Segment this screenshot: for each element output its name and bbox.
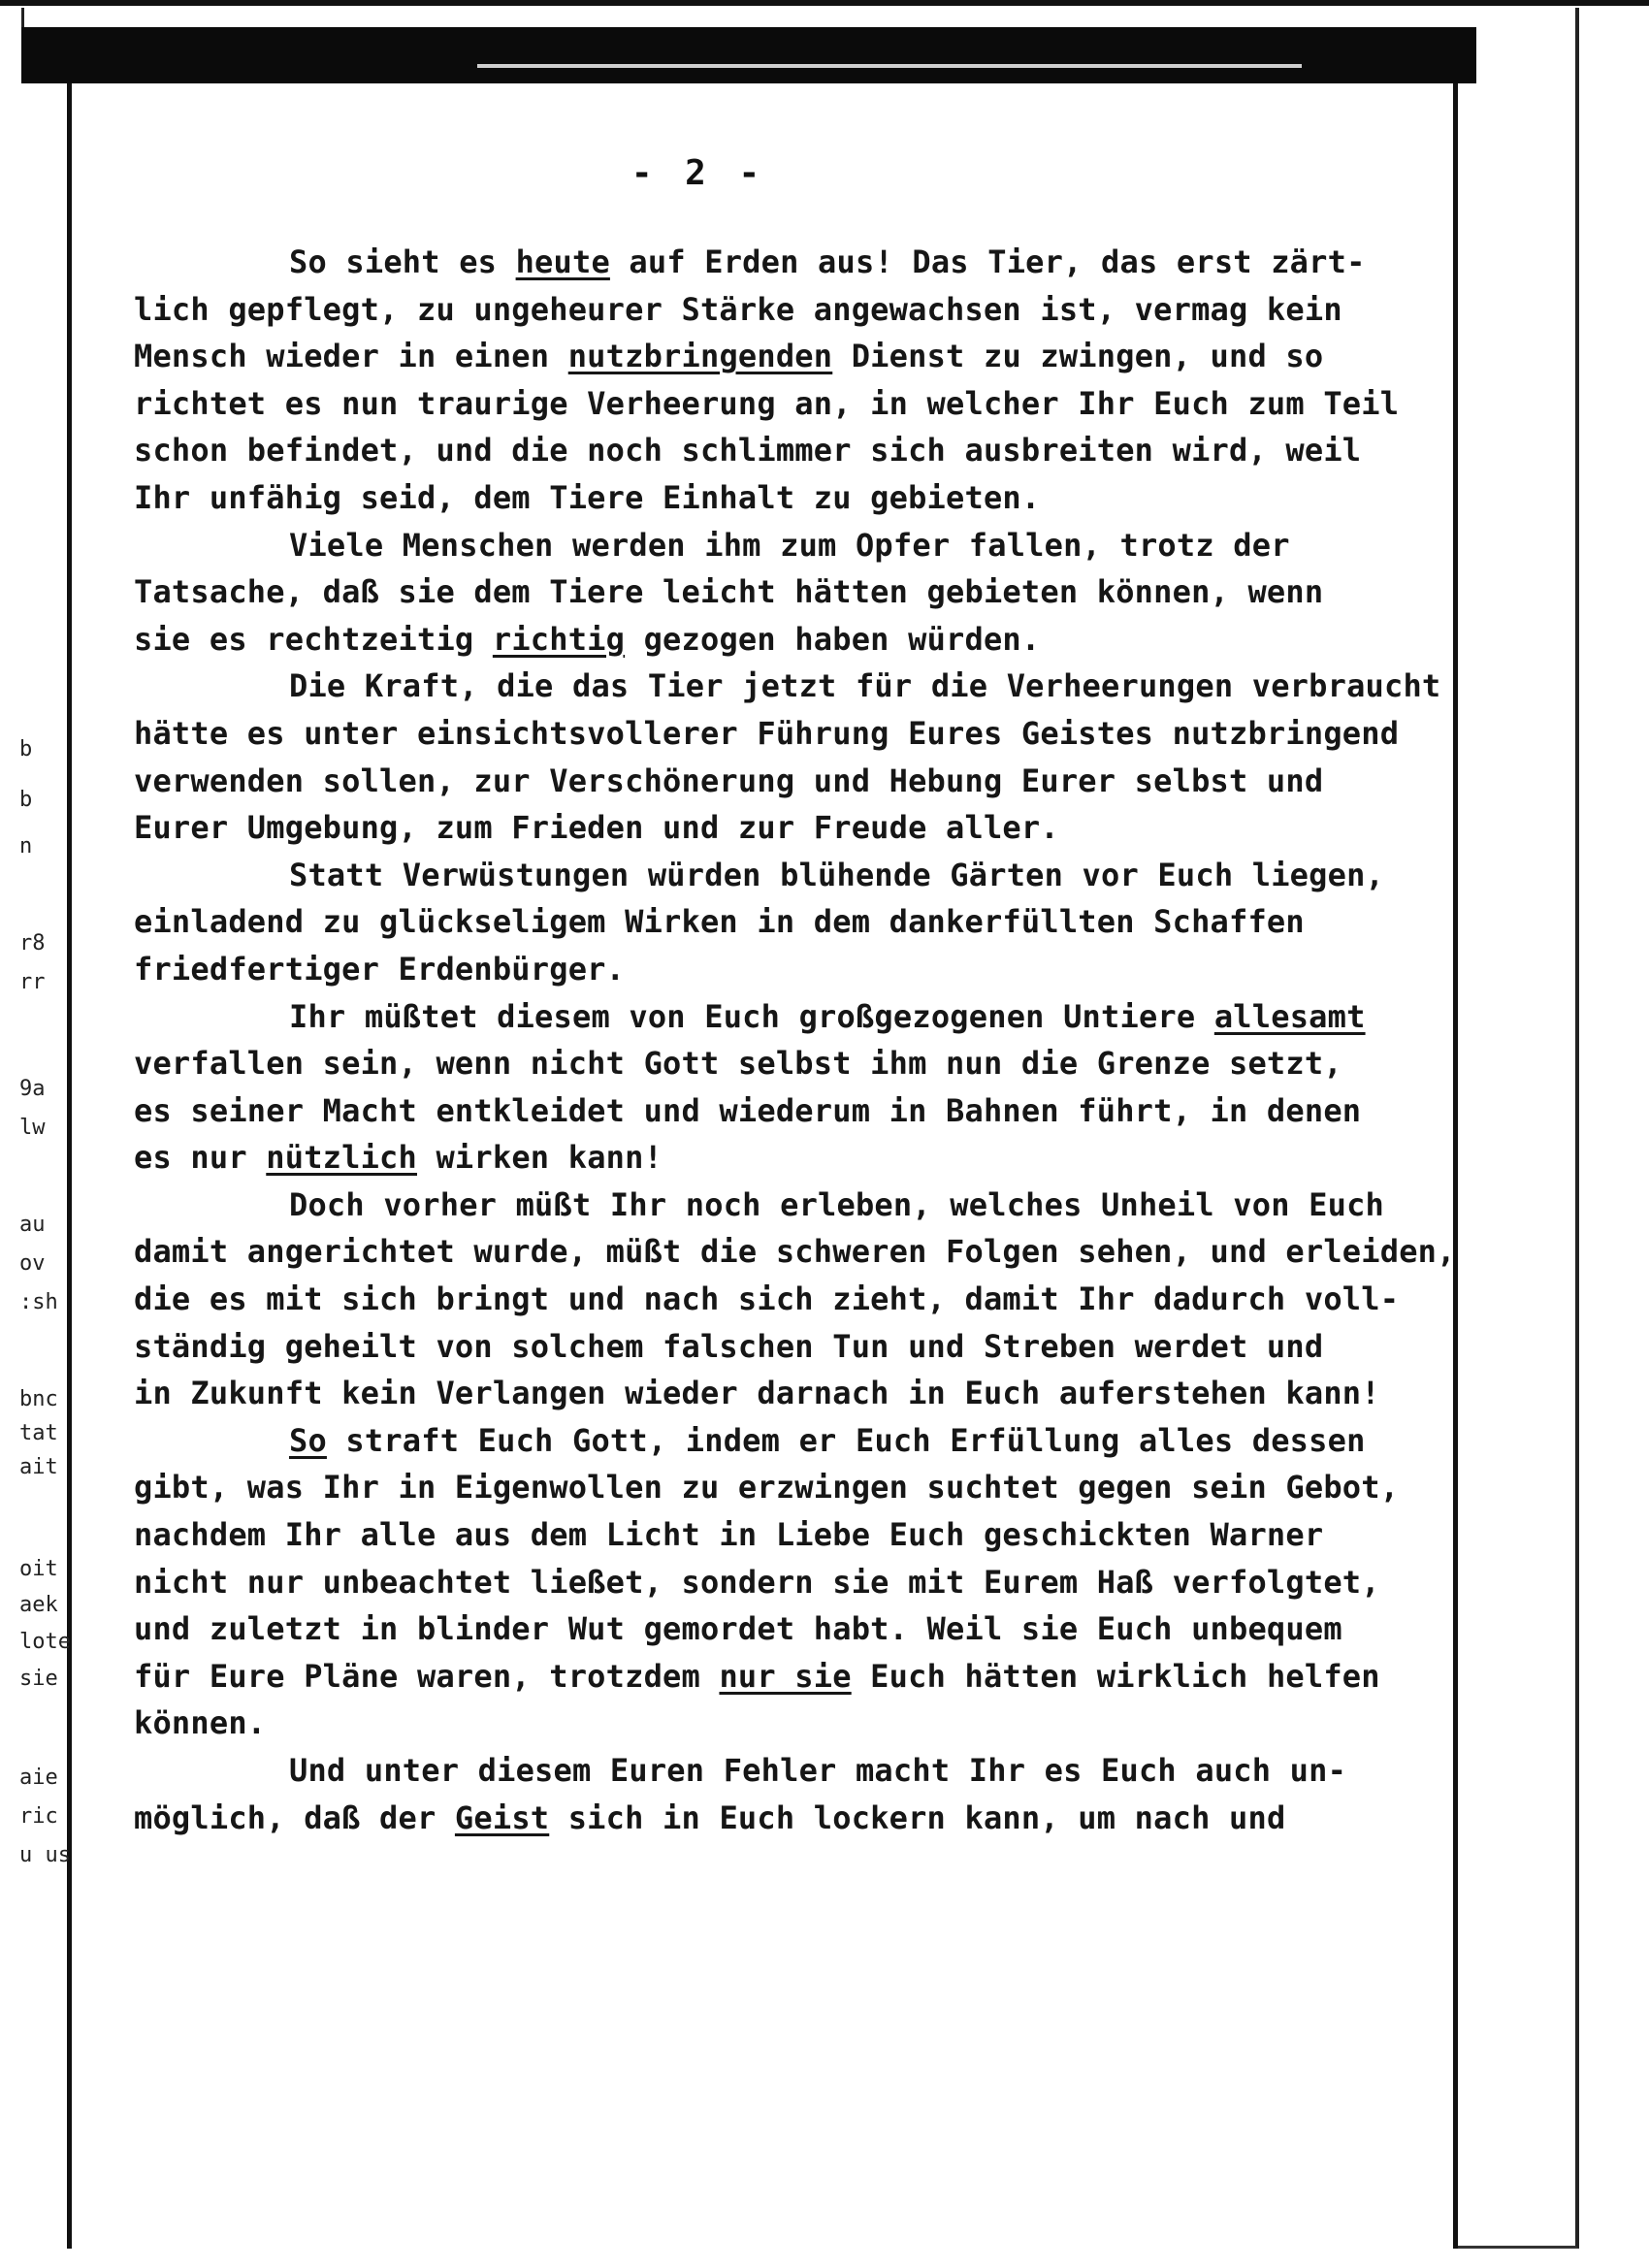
- text-segment: sich in Euch lockern kann, um nach und: [549, 1798, 1286, 1836]
- text-line: [134, 1370, 1434, 1417]
- text-line: [134, 663, 1441, 710]
- margin-fragment: ait: [19, 1455, 58, 1479]
- text-segment: Die Kraft, die das Tier jetzt für die Verheerungen verbraucht: [289, 667, 1441, 705]
- text-segment: Eurer Umgebung, zum Frieden und zur Freude aller.: [134, 809, 1059, 847]
- text-segment: Dienst zu zwingen, und so: [832, 338, 1324, 375]
- text-segment: Doch vorher müßt Ihr noch erleben, welches Unheil von Euch: [289, 1185, 1385, 1223]
- margin-fragment: n: [19, 834, 33, 859]
- underlined-word: heute: [515, 243, 610, 280]
- margin-fragment: au: [19, 1213, 46, 1237]
- right-margin-strip: [1453, 83, 1579, 2249]
- text-segment: gezogen haben würden.: [625, 620, 1041, 658]
- text-segment: straft Euch Gott, indem er Euch Erfüllung alles dessen: [326, 1421, 1366, 1459]
- underlined-word: Geist: [454, 1798, 550, 1836]
- text-line: [134, 1228, 1456, 1276]
- text-line: [134, 616, 1434, 664]
- margin-fragment: 9a: [19, 1077, 46, 1101]
- text-segment: gibt, was Ihr in Eigenwollen zu erzwingen suchtet gegen sein Gebot,: [134, 1469, 1400, 1507]
- text-line: [134, 1511, 1434, 1559]
- text-segment: damit angerichtet wurde, müßt die schweren Folgen sehen, und erleiden,: [134, 1233, 1456, 1271]
- text-segment: auf Erden aus! Das Tier, das erst zärt-: [609, 243, 1366, 280]
- margin-fragment: :sh: [19, 1290, 58, 1314]
- text-line: [134, 1559, 1434, 1606]
- underlined-word: nützlich: [266, 1139, 417, 1177]
- text-segment: es nur: [134, 1139, 267, 1177]
- text-line: [134, 804, 1434, 852]
- margin-fragment: oit: [19, 1557, 58, 1581]
- text-line: [134, 286, 1434, 334]
- text-segment: und zuletzt in blinder Wut gemordet habt. Weil sie Euch unbequem: [134, 1610, 1342, 1648]
- scan-top-edge: [0, 0, 1649, 6]
- text-segment: lich gepflegt, zu ungeheurer Stärke angewachsen ist, vermag kein: [134, 290, 1342, 328]
- text-line: [134, 852, 1434, 899]
- left-margin-strip: [21, 83, 72, 2249]
- text-segment: schon befindet, und die noch schlimmer sich ausbreiten wird, weil: [134, 432, 1362, 470]
- underlined-word: allesamt: [1213, 997, 1366, 1035]
- text-segment: nicht nur unbeachtet ließet, sondern sie mit Eurem Haß verfolgtet,: [134, 1563, 1380, 1601]
- margin-fragment: b: [19, 737, 33, 761]
- margin-fragment: aie: [19, 1766, 58, 1790]
- margin-fragment: lote: [19, 1630, 71, 1654]
- text-segment: sie es rechtzeitig: [134, 620, 493, 658]
- text-line: [134, 427, 1434, 474]
- margin-fragment: tat: [19, 1421, 58, 1445]
- text-segment: ständig geheilt von solchem falschen Tun und Streben werdet und: [134, 1327, 1324, 1365]
- text-segment: Ihr müßtet diesem von Euch großgezogenen Untiere: [289, 997, 1214, 1035]
- text-line: [134, 522, 1434, 569]
- margin-fragment: b: [19, 788, 33, 812]
- text-line: [134, 1134, 1434, 1182]
- text-line: [134, 1747, 1434, 1795]
- text-segment: einladend zu glückseligem Wirken in dem dankerfüllten Schaffen: [134, 903, 1305, 941]
- text-line: [134, 946, 1434, 993]
- text-line: [134, 710, 1434, 758]
- text-line: [134, 1417, 1434, 1465]
- underlined-word: nur sie: [719, 1657, 852, 1695]
- text-line: [134, 1464, 1434, 1511]
- text-line: [134, 239, 1434, 286]
- underlined-word: nutzbringenden: [567, 338, 833, 375]
- text-segment: die es mit sich bringt und nach sich zieht, damit Ihr dadurch voll-: [134, 1280, 1400, 1318]
- text-segment: nachdem Ihr alle aus dem Licht in Liebe Euch geschickten Warner: [134, 1516, 1324, 1554]
- text-line: [134, 1040, 1434, 1087]
- margin-fragment: u us: [19, 1843, 71, 1867]
- text-line: [134, 1276, 1434, 1323]
- margin-fragment: bnc: [19, 1387, 58, 1411]
- margin-fragment: sie: [19, 1667, 58, 1691]
- text-line: [134, 1700, 1434, 1747]
- text-line: [134, 333, 1434, 380]
- margin-fragment: aek: [19, 1593, 58, 1617]
- text-segment: es seiner Macht entkleidet und wiederum in Bahnen führt, in denen: [134, 1091, 1362, 1129]
- text-segment: verfallen sein, wenn nicht Gott selbst ihm nun die Grenze setzt,: [134, 1045, 1342, 1083]
- margin-fragment: ric: [19, 1804, 58, 1829]
- text-segment: friedfertiger Erdenbürger.: [134, 950, 626, 988]
- text-segment: für Eure Pläne waren, trotzdem: [134, 1657, 720, 1695]
- text-segment: hätte es unter einsichtsvollerer Führung Eures Geistes nutzbringend: [134, 714, 1400, 752]
- text-line: [134, 474, 1434, 522]
- margin-fragment: lw: [19, 1116, 46, 1140]
- text-line: [134, 1323, 1434, 1371]
- text-segment: So sieht es: [289, 243, 516, 280]
- text-segment: verwenden sollen, zur Verschönerung und Hebung Eurer selbst und: [134, 761, 1324, 799]
- text-line: [134, 1605, 1434, 1653]
- text-line: [134, 758, 1434, 805]
- margin-fragment: ov: [19, 1251, 46, 1276]
- text-line: [134, 1795, 1434, 1842]
- text-line: [134, 1087, 1434, 1135]
- text-segment: Statt Verwüstungen würden blühende Gärten vor Euch liegen,: [289, 856, 1385, 893]
- text-segment: möglich, daß der: [134, 1798, 455, 1836]
- text-line: [134, 568, 1434, 616]
- text-line: [134, 1182, 1434, 1229]
- text-line: [134, 898, 1434, 946]
- text-segment: Euch hätten wirklich helfen: [851, 1657, 1380, 1695]
- scan-top-bar: [21, 27, 1476, 83]
- text-line: [134, 1653, 1434, 1701]
- body-text: [134, 239, 1456, 1841]
- text-line: [134, 380, 1434, 428]
- text-segment: Viele Menschen werden ihm zum Opfer fallen, trotz der: [289, 526, 1290, 564]
- underlined-word: So: [289, 1421, 327, 1459]
- text-segment: Und unter diesem Euren Fehler macht Ihr es Euch auch un-: [289, 1752, 1347, 1789]
- text-segment: Ihr unfähig seid, dem Tiere Einhalt zu gebieten.: [134, 478, 1041, 516]
- margin-fragment: rr: [19, 970, 46, 994]
- text-segment: wirken kann!: [417, 1139, 663, 1177]
- text-segment: in Zukunft kein Verlangen wieder darnach in Euch auferstehen kann!: [134, 1375, 1380, 1412]
- text-line: [134, 993, 1434, 1041]
- text-segment: Tatsache, daß sie dem Tiere leicht hätten gebieten können, wenn: [134, 573, 1324, 611]
- text-segment: können.: [134, 1704, 267, 1742]
- page-number: - 2 -: [630, 153, 766, 193]
- text-segment: Mensch wieder in einen: [134, 338, 568, 375]
- margin-fragment: r8: [19, 931, 46, 956]
- underlined-word: richtig: [492, 620, 626, 658]
- text-segment: richtet es nun traurige Verheerung an, in welcher Ihr Euch zum Teil: [134, 384, 1400, 422]
